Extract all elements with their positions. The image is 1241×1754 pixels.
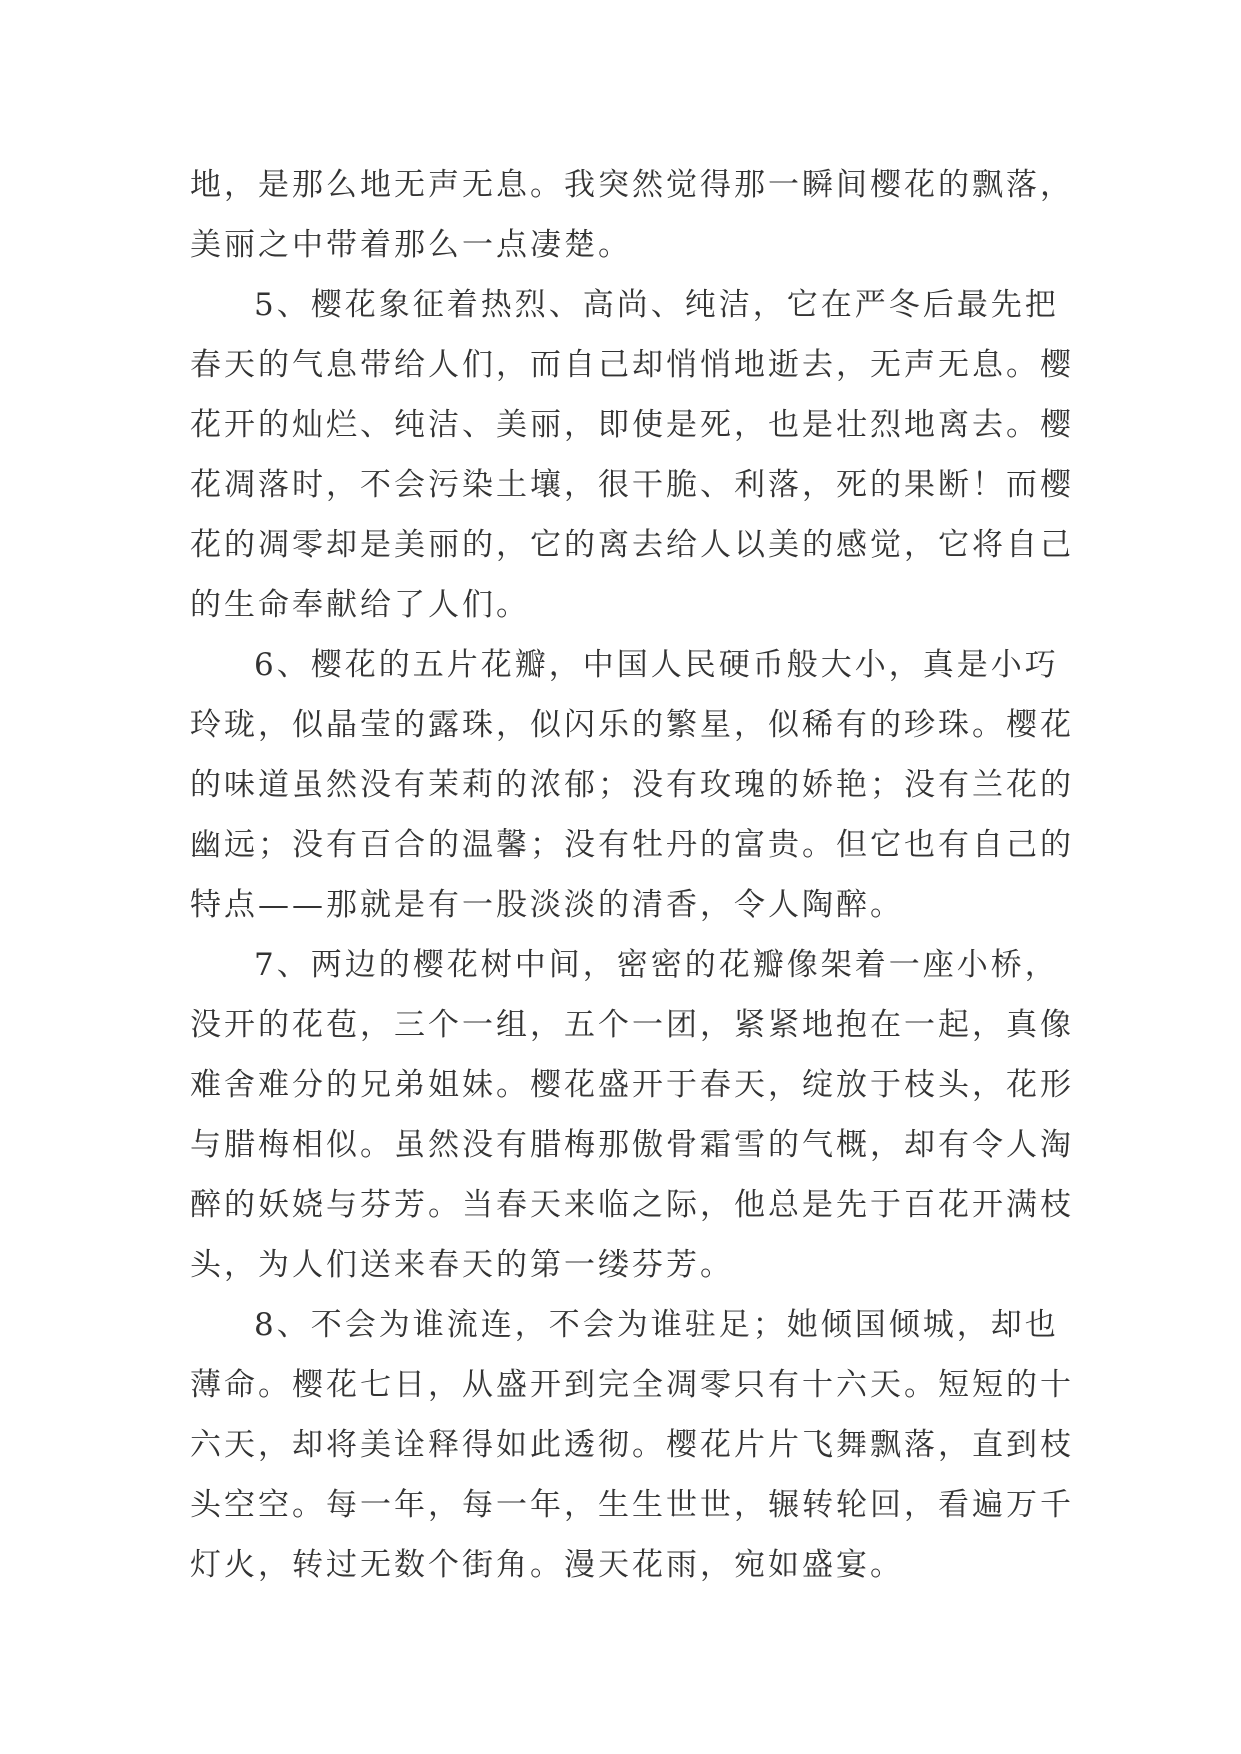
text-line: 头，为人们送来春天的第一缕芬芳。 [190, 1247, 734, 1283]
text-line: 幽远；没有百合的温馨；没有牡丹的富贵。但它也有自己的 [190, 827, 1074, 863]
paragraph-continued [190, 155, 1074, 275]
text-line: 地，是那么地无声无息。我突然觉得那一瞬间樱花的飘落， [190, 167, 1074, 203]
text-line: 难舍难分的兄弟姐妹。樱花盛开于春天，绽放于枝头，花形 [190, 1067, 1074, 1103]
text-line: 6、樱花的五片花瓣，中国人民硬币般大小，真是小巧 [254, 647, 1059, 683]
text-line: 花凋落时，不会污染土壤，很干脆、利落，死的果断！而樱 [190, 467, 1074, 503]
text-line: 7、两边的樱花树中间，密密的花瓣像架着一座小桥， [254, 947, 1059, 983]
text-line: 美丽之中带着那么一点凄楚。 [190, 227, 632, 263]
text-line: 玲珑，似晶莹的露珠，似闪乐的繁星，似稀有的珍珠。樱花 [190, 707, 1074, 743]
text-line: 特点——那就是有一股淡淡的清香，令人陶醉。 [190, 887, 904, 923]
text-line: 的味道虽然没有茉莉的浓郁；没有玫瑰的娇艳；没有兰花的 [190, 767, 1074, 803]
paragraph-5 [190, 275, 1074, 635]
text-line: 8、不会为谁流连，不会为谁驻足；她倾国倾城，却也 [254, 1307, 1059, 1343]
text-line: 春天的气息带给人们，而自己却悄悄地逝去，无声无息。樱 [190, 347, 1074, 383]
text-line: 头空空。每一年，每一年，生生世世，辗转轮回，看遍万千 [190, 1487, 1074, 1523]
paragraph-6 [190, 635, 1074, 935]
text-line: 花的凋零却是美丽的，它的离去给人以美的感觉，它将自己 [190, 527, 1074, 563]
text-line: 醉的妖娆与芬芳。当春天来临之际，他总是先于百花开满枝 [190, 1187, 1074, 1223]
text-line: 花开的灿烂、纯洁、美丽，即使是死，也是壮烈地离去。樱 [190, 407, 1074, 443]
text-line: 与腊梅相似。虽然没有腊梅那傲骨霜雪的气概，却有令人淘 [190, 1127, 1074, 1163]
text-line: 六天，却将美诠释得如此透彻。樱花片片飞舞飘落，直到枝 [190, 1427, 1074, 1463]
text-line: 的生命奉献给了人们。 [190, 587, 530, 623]
document-body [190, 155, 1074, 1595]
text-line: 5、樱花象征着热烈、高尚、纯洁，它在严冬后最先把 [254, 287, 1059, 323]
text-line: 没开的花苞，三个一组，五个一团，紧紧地抱在一起，真像 [190, 1007, 1074, 1043]
paragraph-7 [190, 935, 1074, 1295]
paragraph-8 [190, 1295, 1074, 1595]
text-line: 薄命。樱花七日，从盛开到完全凋零只有十六天。短短的十 [190, 1367, 1074, 1403]
text-line: 灯火，转过无数个街角。漫天花雨，宛如盛宴。 [190, 1547, 904, 1583]
